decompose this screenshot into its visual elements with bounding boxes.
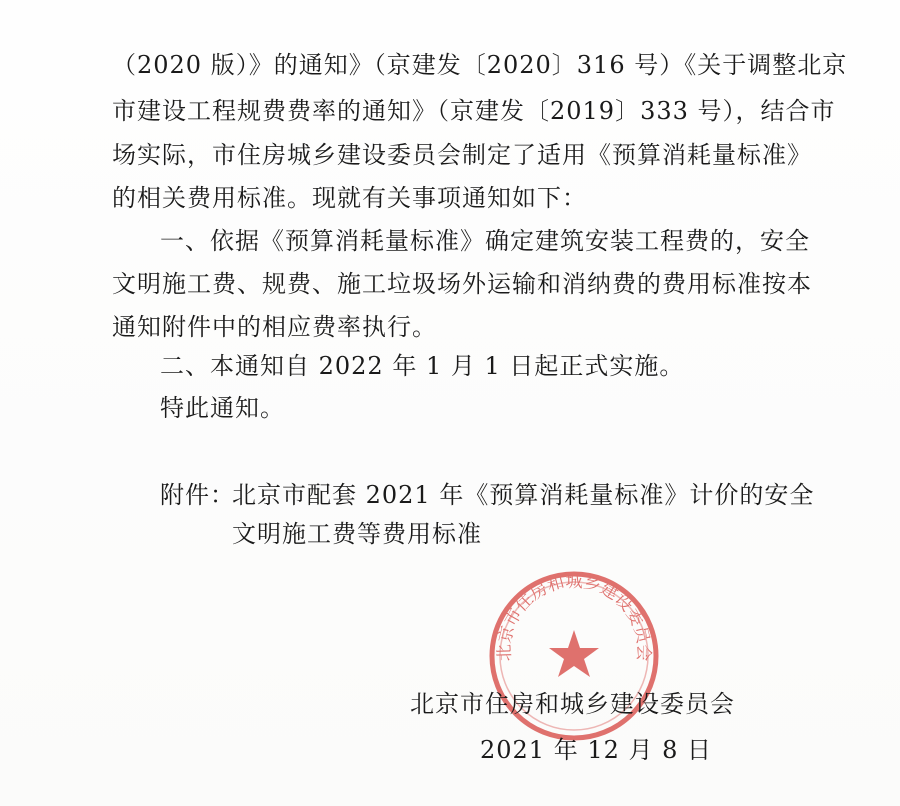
date-line: 2021 年 12 月 8 日 [480,736,713,764]
paragraph-line: 场实际，市住房城乡建设委员会制定了适用《预算消耗量标准》 [112,141,812,169]
item-line: 通知附件中的相应费率执行。 [112,313,437,341]
attachment-label: 附件： [160,481,235,509]
paragraph-line: 市建设工程规费费率的通知》（京建发〔2019〕333 号），结合市 [112,97,836,125]
item-line: 二、本通知自 2022 年 1 月 1 日起正式实施。 [160,352,685,380]
item-line: 一、依据《预算消耗量标准》确定建筑安装工程费的，安全 [160,227,810,255]
star-icon [549,630,599,677]
item-line: 文明施工费、规费、施工垃圾场外运输和消纳费的费用标准按本 [112,270,812,298]
official-seal [484,566,664,746]
attachment-title-line: 北京市配套 2021 年《预算消耗量标准》计价的安全 [232,481,815,509]
paragraph-line: 的相关费用标准。现就有关事项通知如下： [112,184,587,212]
issuer-line: 北京市住房和城乡建设委员会 [410,690,735,718]
svg-text:北京市住房和城乡建设委员会: 北京市住房和城乡建设委员会 [494,571,654,662]
attachment-title-line: 文明施工费等费用标准 [232,520,482,548]
paragraph-line: （2020 版）》的通知》（京建发〔2020〕316 号）《关于调整北京 [112,51,848,79]
closing-line: 特此通知。 [160,394,285,422]
